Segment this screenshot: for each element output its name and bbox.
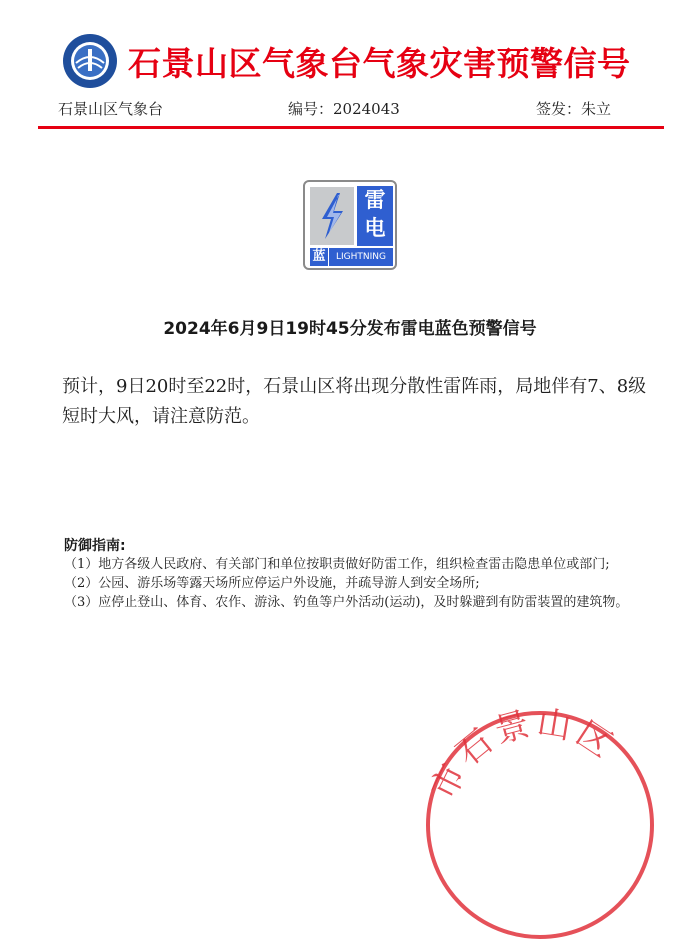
list-item: （2）公园、游乐场等露天场所应停运户外设施，并疏导游人到安全场所; (64, 576, 480, 591)
signer-name: 签发：朱立 (536, 100, 612, 118)
header-divider (38, 126, 664, 129)
defense-guide-heading: 防御指南: (64, 538, 126, 554)
warning-color-label: 蓝 (310, 248, 329, 266)
defense-guide-list (64, 555, 654, 612)
list-item: （1）地方各级人民政府、有关部门和单位按职责做好防雷工作，组织检查雷击隐患单位或部门; (64, 557, 610, 572)
hazard-char-2: 电 (364, 216, 386, 240)
document-number: 编号：2024043 (288, 100, 400, 118)
warning-headline: 2024年6月9日19时45分发布雷电蓝色预警信号 (163, 319, 537, 339)
lightning-bolt-icon (310, 187, 354, 245)
warning-body: 预计，9日20时至22时，石景山区将出现分散性雷阵雨，局地伴有7、8级短时大风，请注意防范。 (62, 376, 647, 427)
hazard-english-label: LIGHTNING (335, 252, 386, 262)
seal-text: 市石景山区 (423, 705, 623, 806)
badge-footer (310, 248, 393, 266)
hazard-char-1: 雷 (364, 188, 386, 212)
issuer-name: 石景山区气象台 (58, 100, 164, 118)
hazard-name (357, 186, 393, 246)
document-title: 石景山区气象台气象灾害预警信号 (128, 44, 631, 83)
meteorological-emblem-icon (62, 33, 118, 89)
official-seal-stamp (420, 705, 660, 945)
list-item: （3）应停止登山、体育、农作、游泳、钓鱼等户外活动(运动)，及时躲避到有防雷装置的建筑物。 (64, 595, 629, 610)
lightning-warning-badge (303, 180, 397, 270)
